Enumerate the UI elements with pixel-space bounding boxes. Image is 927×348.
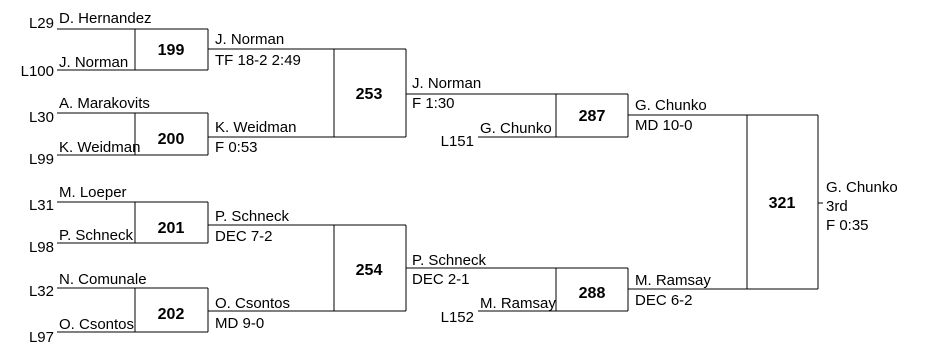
match-result: F 0:53 [215, 139, 258, 156]
placement-result [826, 179, 898, 234]
seed-label: L29 [28, 15, 54, 32]
match-result: DEC 6-2 [635, 292, 693, 309]
seed-label: L152 [440, 309, 474, 326]
winner-name: G. Chunko [826, 179, 898, 196]
match-number: 199 [157, 42, 185, 59]
match-254 [208, 208, 406, 332]
match-result: TF 18-2 2:49 [215, 52, 301, 69]
seed-label: L99 [28, 151, 54, 168]
seed-label: L100 [20, 63, 54, 80]
winner-name: P. Schneck [215, 208, 289, 225]
match-number: 201 [157, 220, 185, 237]
match-result: DEC 2-1 [412, 271, 470, 288]
match-201 [29, 184, 208, 256]
match-number: 321 [768, 195, 796, 212]
seed-label: L31 [28, 197, 54, 214]
seed-label: L151 [440, 133, 474, 150]
match-number: 254 [355, 262, 383, 279]
match-287 [406, 75, 628, 150]
wrestler-name: K. Weidman [59, 139, 141, 156]
wrestler-name: O. Csontos [59, 316, 135, 333]
seed-label: L32 [28, 283, 54, 300]
winner-name: M. Ramsay [635, 272, 711, 289]
match-result: MD 9-0 [215, 315, 265, 332]
wrestler-name: M. Ramsay [480, 295, 556, 312]
match-number: 200 [157, 131, 185, 148]
match-number: 287 [578, 108, 606, 125]
wrestler-name: J. Norman [59, 54, 129, 71]
match-number: 202 [157, 306, 185, 323]
match-result: F 0:35 [826, 217, 869, 234]
match-253 [208, 31, 406, 156]
seed-label: L30 [28, 109, 54, 126]
winner-name: O. Csontos [215, 295, 291, 312]
wrestler-name: A. Marakovits [59, 95, 150, 112]
match-result: DEC 7-2 [215, 228, 273, 245]
match-321 [628, 97, 818, 309]
match-200 [29, 95, 208, 168]
wrestler-name: N. Comunale [59, 271, 147, 288]
wrestler-name: P. Schneck [59, 227, 133, 244]
winner-name: J. Norman [215, 31, 285, 48]
wrestler-name: M. Loeper [59, 184, 127, 201]
match-result: F 1:30 [412, 95, 455, 112]
match-202 [29, 271, 208, 346]
place-label: 3rd [826, 198, 848, 215]
match-288 [406, 252, 628, 326]
wrestler-name: D. Hernandez [59, 10, 152, 27]
winner-name: K. Weidman [215, 119, 297, 136]
match-number: 253 [355, 86, 383, 103]
seed-label: L98 [28, 239, 54, 256]
winner-name: G. Chunko [635, 97, 707, 114]
seed-label: L97 [28, 329, 54, 346]
match-result: MD 10-0 [635, 117, 693, 134]
match-199 [21, 10, 208, 80]
wrestler-name: G. Chunko [480, 120, 552, 137]
winner-name: J. Norman [412, 75, 482, 92]
winner-name: P. Schneck [412, 252, 486, 269]
match-number: 288 [578, 285, 606, 302]
